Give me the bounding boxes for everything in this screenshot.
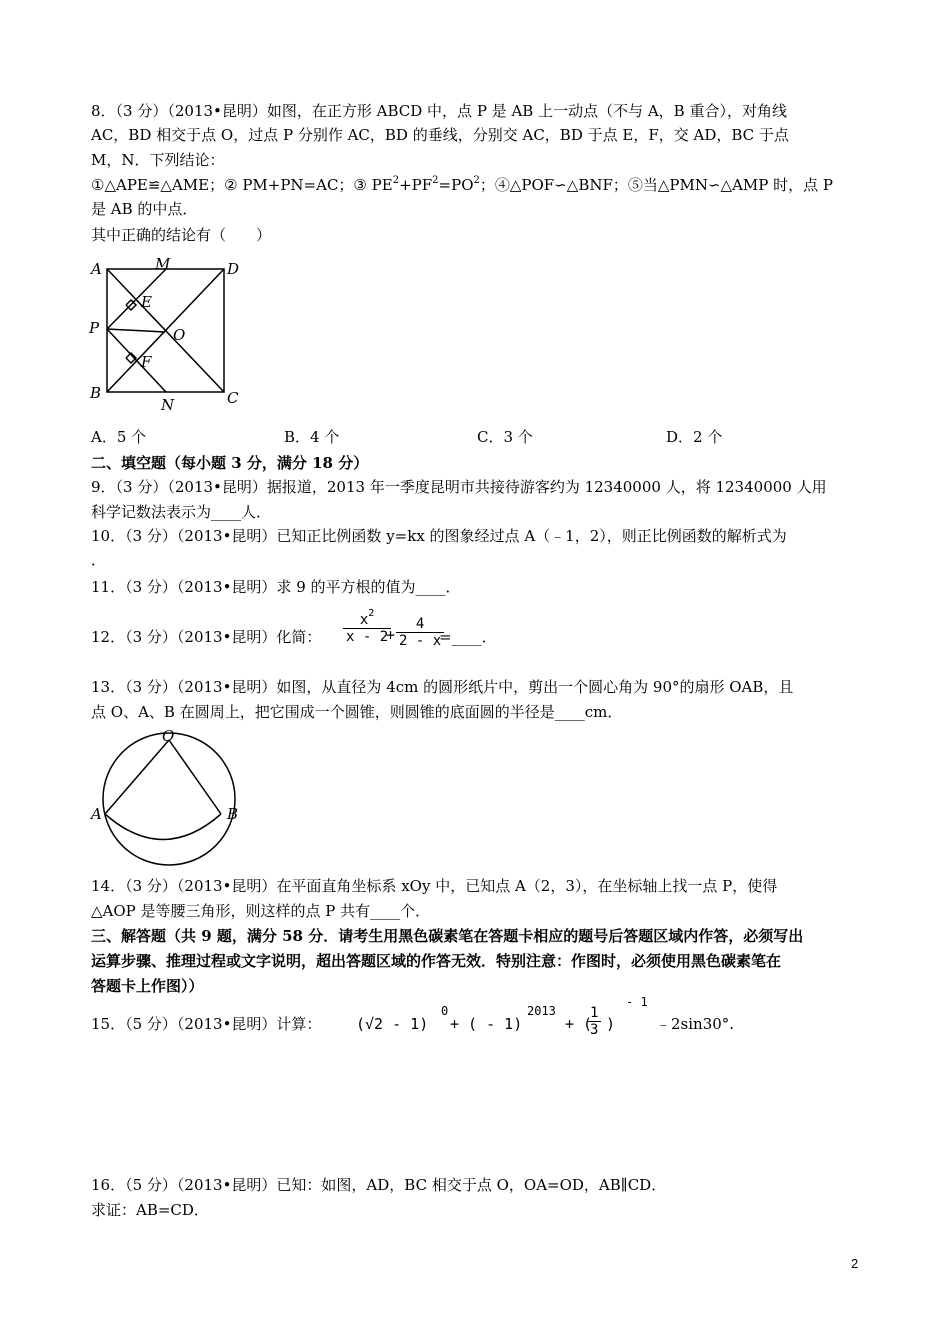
q15-tail: ﹣2sin30°. [656, 1015, 735, 1033]
page-number: 2 [851, 1256, 859, 1271]
q15-fraction: $\frac{1}{3}$ [587, 1005, 601, 1038]
section-3-line-1: 三、解答题（共 9 题，满分 58 分．请考生用黑色碳素笔在答题卡相应的题号后答题区域内作答，必须写出 [91, 927, 804, 945]
q8-line-1: 8．（3 分）（2013•昆明）如图，在正方形 ABCD 中，点 P 是 AB 上一动点（不与 A，B 重合），对角线 [91, 102, 787, 120]
q8-line-3: M，N．下列结论： [91, 151, 225, 169]
q15-term-4: ) [606, 1015, 616, 1033]
q8-square-figure [85, 255, 255, 415]
fig8-label-C: C [227, 389, 239, 407]
fig8-label-B: B [90, 384, 102, 402]
q8-line-5: 是 AB 的中点． [91, 200, 198, 218]
q14-line-2: △AOP 是等腰三角形，则这样的点 P 共有____个． [91, 902, 431, 920]
q9-line-2: 科学记数法表示为____人． [91, 503, 272, 521]
fig8-label-N: N [161, 396, 175, 414]
q13-line-1: 13．（3 分）（2013•昆明）如图，从直径为 4cm 的圆形纸片中，剪出一个圆心角为 90°的扇形 OAB，且 [91, 678, 794, 696]
fig13-label-B: B [227, 805, 239, 823]
section-2-heading: 二、填空题（每小题 3 分，满分 18 分） [91, 454, 369, 472]
fig13-label-A: A [91, 805, 102, 823]
q12-suffix: =____． [439, 628, 497, 646]
q16-line-2: 求证：AB=CD． [91, 1201, 209, 1219]
q12-prefix: 12．（3 分）（2013•昆明）化简： [91, 628, 322, 646]
fig8-label-P: P [89, 319, 100, 337]
q8-line-6: 其中正确的结论有（ ） [91, 226, 272, 244]
q15-prefix: 15．（5 分）（2013•昆明）计算： [91, 1015, 322, 1033]
fig8-label-O: O [173, 326, 186, 344]
q15-term-3: + ( [565, 1015, 593, 1033]
q15-exp-1: 0 [441, 1004, 449, 1018]
q15-term-1: (√2 - 1) [356, 1015, 429, 1033]
fig8-label-E: E [141, 293, 152, 311]
q12-plus: + [386, 626, 396, 644]
q8-option-b[interactable]: B．4 个 [284, 428, 340, 446]
fig8-label-M: M [155, 255, 171, 273]
q9-line-1: 9．（3 分）（2013•昆明）据报道，2013 年一季度昆明市共接待游客约为 12340000 人，将 12340000 人用 [91, 478, 827, 496]
q14-line-1: 14．（3 分）（2013•昆明）在平面直角坐标系 xOy 中，已知点 A（2，3），在坐标轴上找一点 P，使得 [91, 877, 778, 895]
section-3-line-2: 运算步骤、推理过程或文字说明，超出答题区域的作答无效．特别注意：作图时，必须使用黑色碳素笔在 [91, 952, 782, 970]
q13-line-2: 点 O、A、B 在圆周上，把它围成一个圆锥，则圆锥的底面圆的半径是____cm． [91, 703, 623, 721]
section-3-line-3: 答题卡上作图）） [91, 977, 204, 995]
q13-circle-figure [85, 725, 245, 875]
q16-line-1: 16．（5 分）（2013•昆明）已知：如图，AD，BC 相交于点 O，OA=OD，AB∥CD． [91, 1176, 667, 1194]
q15-term-2: + ( - 1) [450, 1015, 523, 1033]
fig13-label-O: O [162, 727, 175, 745]
q8-option-c[interactable]: C．3 个 [477, 428, 533, 446]
q12-fraction-1: $\frac{x^2}{x - 2}$ [343, 612, 391, 645]
q8-option-a[interactable]: A．5 个 [91, 428, 147, 446]
q15-exp-2: 2013 [527, 1004, 556, 1018]
q8-line-2: AC，BD 相交于点 O，过点 P 分别作 AC，BD 的垂线，分别交 AC，BD 于点 E，F，交 AD，BC 于点 [91, 126, 789, 144]
fig8-label-D: D [227, 260, 240, 278]
q8-conclusions: ①△APE≌△AME；② PM+PN=AC；③ $PE^2+PF^2=PO^2$；④△POF∽△BNF；⑤当△PMN∽△AMP 时，点 P [91, 175, 833, 194]
q8-option-d[interactable]: D．2 个 [666, 428, 723, 446]
q10-line-1: 10．（3 分）（2013•昆明）已知正比例函数 y=kx 的图象经过点 A（﹣1，2），则正比例函数的解析式为 [91, 527, 787, 545]
q10-line-2: ． [91, 551, 107, 569]
q12-fraction-2: $\frac{4}{2 - x}$ [396, 616, 444, 649]
fig8-label-F: F [141, 353, 152, 371]
q11: 11．（3 分）（2013•昆明）求 9 的平方根的值为____． [91, 578, 461, 596]
fig8-label-A: A [91, 260, 102, 278]
q15-exp-3: - 1 [626, 995, 648, 1009]
